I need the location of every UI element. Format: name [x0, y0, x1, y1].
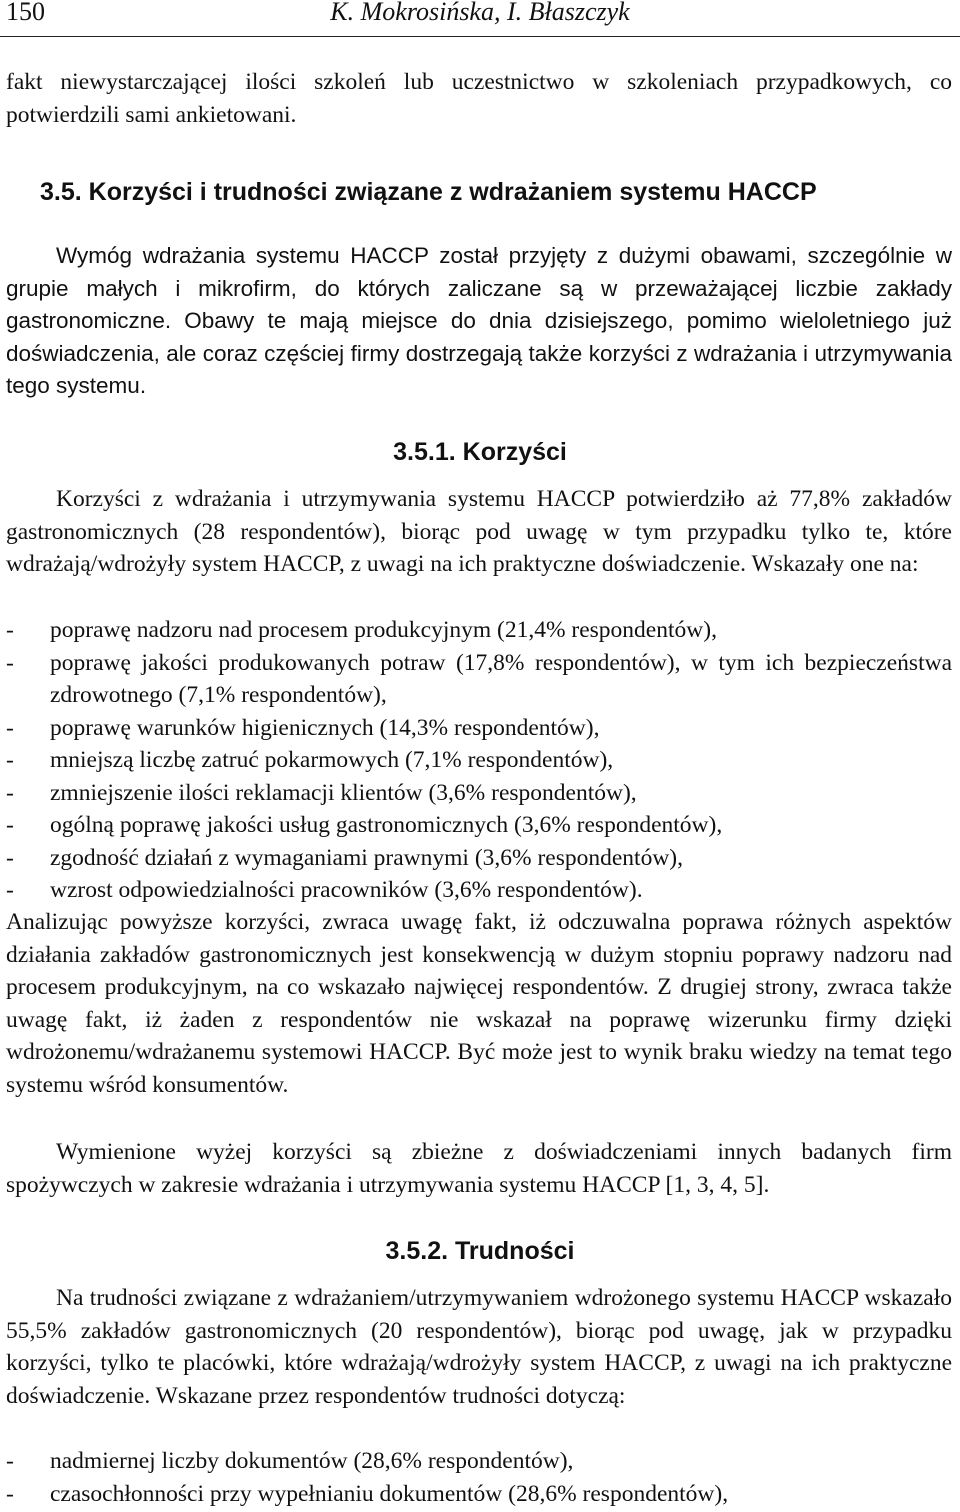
- intro-paragraph: fakt niewystarczającej ilości szkoleń lub uczestnictwo w szkoleniach przypadkowych, co potwierdzili sami ankietowani.: [6, 69, 952, 128]
- list-item: - poprawę jakości produkowanych potraw (17,8% respondentów), w tym ich bezpieczeństwa zdrowotnego (7,1% respondentów),: [6, 647, 952, 712]
- difficulties-heading: 3.5.2. Trudności: [385, 1237, 575, 1265]
- dash-bullet: -: [6, 1480, 14, 1507]
- dash-bullet: -: [6, 747, 14, 773]
- list-item: - wzrost odpowiedzialności pracowników (3,6% respondentów).: [6, 874, 952, 907]
- list-item: - mniejszą liczbę zatruć pokarmowych (7,1% respondentów),: [6, 744, 952, 777]
- difficulties-list: [6, 1445, 952, 1510]
- dash-bullet: -: [6, 812, 14, 838]
- list-item: - zmniejszenie ilości reklamacji klientów (3,6% respondentów),: [6, 777, 952, 810]
- running-header-authors: K. Mokrosińska, I. Błaszczyk: [330, 0, 630, 26]
- list-item: - czasochłonności przy wypełnianiu dokumentów (28,6% respondentów),: [6, 1478, 952, 1511]
- dash-bullet: -: [6, 844, 14, 871]
- benefits-comparison-paragraph: Wymienione wyżej korzyści są zbieżne z doświadczeniami innych badanych firm spożywczych w zakresie wdrażania i utrzymywania systemu HACCP [1, 3, 4, 5].: [6, 1139, 952, 1198]
- dash-bullet: -: [6, 1448, 14, 1474]
- section-paragraph: Wymóg wdrażania systemu HACCP został przyjęty z dużymi obawami, szczególnie w grupie małych i mikrofirm, do których zaliczane są w przeważającej liczbie zakłady gastronomiczne. Obawy te mają miejsce do dnia dzisiejszego, pomimo wieloletniego już doświadczenia, ale coraz częściej firmy dostrzegają także korzyści z wdrażania i utrzymywania tego systemu.: [6, 243, 952, 398]
- dash-bullet: -: [6, 877, 14, 903]
- dash-bullet: -: [6, 779, 14, 806]
- benefits-list: [6, 614, 952, 907]
- benefits-paragraph: Korzyści z wdrażania i utrzymywania systemu HACCP potwierdziło aż 77,8% zakładów gastronomicznych (28 respondentów), biorąc pod uwagę w tym przypadku tylko te, które wdrażają/wdrożyły system HACCP, z uwagi na ich praktyczne doświadczenie. Wskazały one na:: [6, 486, 952, 577]
- page-number: 150: [6, 0, 45, 26]
- difficulties-paragraph: Na trudności związane z wdrażaniem/utrzymywaniem wdrożonego systemu HACCP wskazało 55,5% zakładów gastronomicznych (20 respondentów), biorąc pod uwagę, jak w przypadku korzyści, tylko te placówki, które wdrażają/wdrożyły system HACCP, z uwagi na ich praktyczne doświadczenie. Wskazane przez respondentów trudności dotyczą:: [6, 1285, 952, 1409]
- benefits-heading: 3.5.1. Korzyści: [393, 438, 567, 466]
- section-heading: 3.5. Korzyści i trudności związane z wdrażaniem systemu HACCP: [40, 178, 817, 206]
- dash-bullet: -: [6, 714, 14, 741]
- dash-bullet: -: [6, 617, 14, 643]
- benefits-analysis-paragraph: Analizując powyższe korzyści, zwraca uwagę fakt, iż odczuwalna poprawa różnych aspektów działania zakładów gastronomicznych jest konsekwencją w dużym stopniu poprawy nadzoru nad procesem produkcyjnym, na co wskazało najwięcej respondentów. Z drugiej strony, zwraca także uwagę fakt, iż żaden z respondentów nie wskazał na poprawę wizerunku firmy dzięki wdrożonemu/wdrażanemu systemowi HACCP. Być może jest to wynik braku wiedzy na temat tego systemu wśród konsumentów.: [6, 909, 952, 1098]
- list-item: - poprawę nadzoru nad procesem produkcyjnym (21,4% respondentów),: [6, 614, 952, 647]
- running-header: [0, 0, 960, 37]
- dash-bullet: -: [6, 649, 14, 676]
- list-item: - zgodność działań z wymaganiami prawnymi (3,6% respondentów),: [6, 842, 952, 875]
- list-item: - ogólną poprawę jakości usług gastronomicznych (3,6% respondentów),: [6, 809, 952, 842]
- list-item: - poprawę warunków higienicznych (14,3% respondentów),: [6, 712, 952, 745]
- list-item: - nadmiernej liczby dokumentów (28,6% respondentów),: [6, 1445, 952, 1478]
